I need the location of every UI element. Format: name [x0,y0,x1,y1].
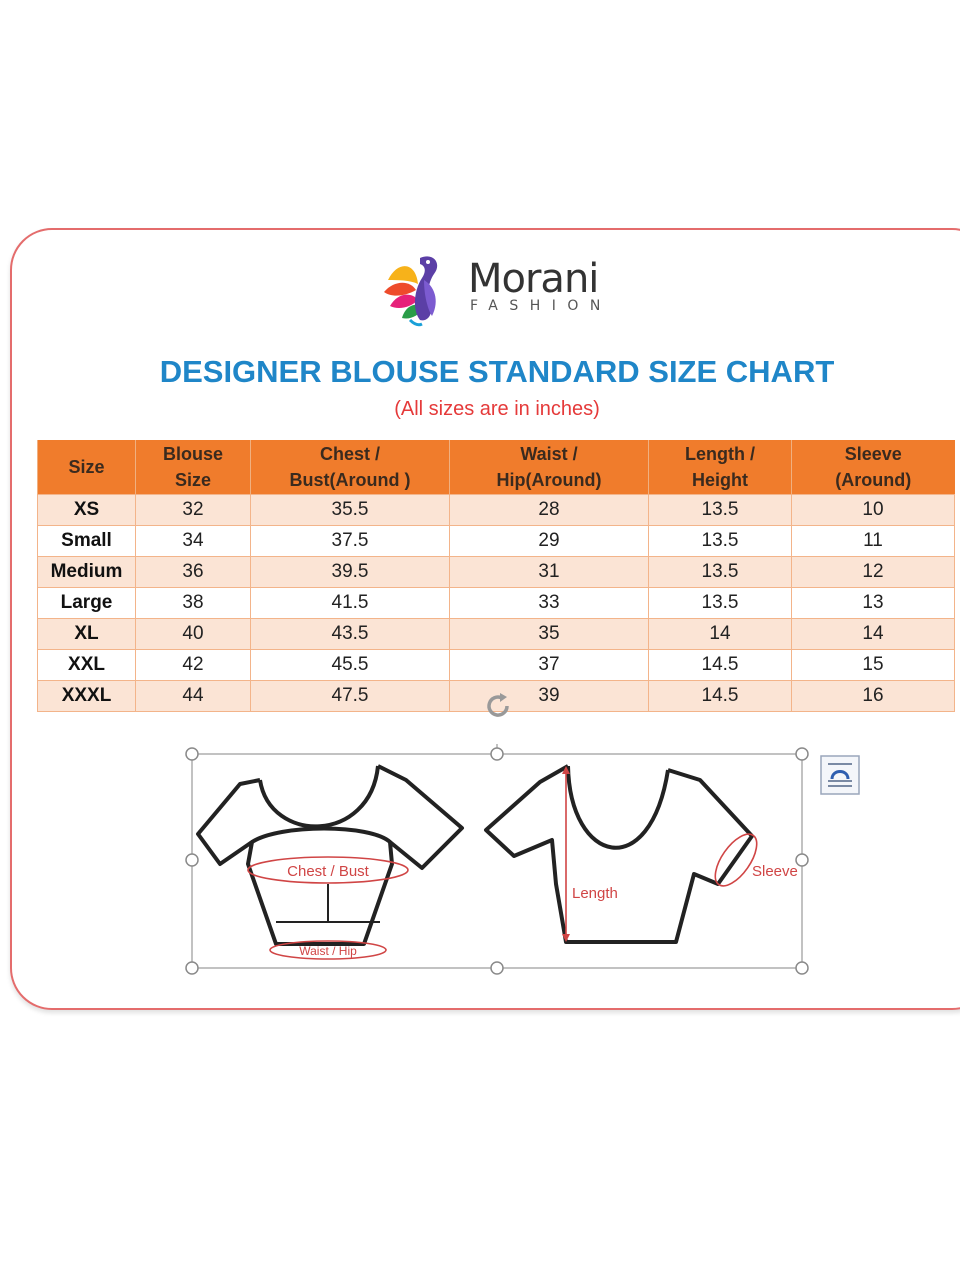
header-blouse-size: Blouse Size [136,440,251,495]
cell-blouse-size: 44 [136,681,251,712]
cell-sleeve: 10 [792,495,955,526]
cell-waist: 29 [450,526,649,557]
table-header-row [38,440,955,495]
table-row [38,557,955,588]
brand-name: Morani [468,256,599,302]
cell-waist: 33 [450,588,649,619]
cell-chest: 45.5 [251,650,450,681]
cell-length: 13.5 [649,557,792,588]
cell-sleeve: 14 [792,619,955,650]
table-row [38,619,955,650]
layout-options-icon[interactable] [820,755,860,795]
cell-sleeve: 15 [792,650,955,681]
cell-sleeve: 13 [792,588,955,619]
waist-hip-label: Waist / Hip [299,944,357,958]
cell-sleeve: 16 [792,681,955,712]
back-blouse-outline [486,766,752,942]
page-title: DESIGNER BLOUSE STANDARD SIZE CHART [159,354,835,389]
peacock-logo-icon [380,250,460,330]
cell-length: 13.5 [649,588,792,619]
table-row [38,650,955,681]
table-row [38,526,955,557]
cell-waist: 31 [450,557,649,588]
cell-length: 14.5 [649,681,792,712]
cell-chest: 39.5 [251,557,450,588]
header-waist-hip: Waist / Hip(Around) [450,440,649,495]
header-sleeve: Sleeve (Around) [792,440,955,495]
cell-size: XXL [38,650,136,681]
cell-blouse-size: 32 [136,495,251,526]
cell-blouse-size: 36 [136,557,251,588]
chest-bust-label: Chest / Bust [287,863,369,880]
cell-chest: 37.5 [251,526,450,557]
blouse-diagram[interactable] [180,744,820,980]
cell-size: Medium [38,557,136,588]
cell-waist: 39 [450,681,649,712]
header-length-height: Length / Height [649,440,792,495]
length-label: Length [572,885,618,902]
cell-length: 13.5 [649,495,792,526]
cell-size: XXXL [38,681,136,712]
cell-blouse-size: 34 [136,526,251,557]
cell-sleeve: 12 [792,557,955,588]
brand-subtitle: FASHION [470,298,612,314]
resize-handles[interactable] [186,748,808,974]
units-note: (All sizes are in inches) [394,398,600,420]
cell-length: 13.5 [649,526,792,557]
cell-size: XS [38,495,136,526]
header-chest-bust: Chest / Bust(Around ) [251,440,450,495]
cell-chest: 47.5 [251,681,450,712]
cell-size: Small [38,526,136,557]
cell-blouse-size: 40 [136,619,251,650]
brand-logo [380,250,620,330]
cell-chest: 41.5 [251,588,450,619]
cell-size: Large [38,588,136,619]
sleeve-label: Sleeve [752,863,798,880]
cell-waist: 37 [450,650,649,681]
table-row [38,588,955,619]
selection-frame [192,754,802,968]
cell-blouse-size: 38 [136,588,251,619]
cell-chest: 43.5 [251,619,450,650]
cell-length: 14.5 [649,650,792,681]
cell-chest: 35.5 [251,495,450,526]
cell-waist: 35 [450,619,649,650]
cell-size: XL [38,619,136,650]
front-blouse-outline [198,766,462,944]
size-table [37,440,955,712]
cell-waist: 28 [450,495,649,526]
table-row [38,495,955,526]
cell-blouse-size: 42 [136,650,251,681]
header-size: Size [38,440,136,495]
rotate-icon[interactable] [480,688,516,724]
cell-sleeve: 11 [792,526,955,557]
cell-length: 14 [649,619,792,650]
